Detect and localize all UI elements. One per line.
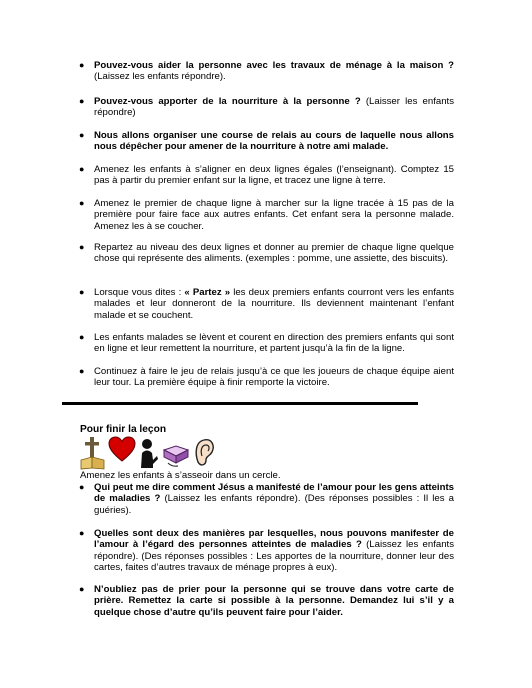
section-divider: [62, 402, 418, 405]
item-bold-text: Qui peut me dire comment Jésus a manifesté de l’amour pour les gens atteints de maladies ?: [94, 482, 454, 505]
list-item: [79, 584, 454, 618]
item-bold-text: Nous allons organiser une course de relais au cours de laquelle nous allons nous dépêcher pour amener de la nourriture à notre ami malade.: [94, 130, 454, 153]
section-intro: Amenez les enfants à s’asseoir dans un cercle.: [80, 470, 281, 481]
icon-strip: [80, 436, 220, 470]
list-item: [79, 482, 454, 516]
list-item: [79, 130, 454, 153]
item-text: (Laisser les enfants répondre): [94, 96, 454, 119]
item-text: Amenez le premier de chaque ligne à marcher sur la ligne tracée à 15 pas de la première pour faire face aux autres enfants. Cet enfant sera la personne malade. Amenez les à se coucher.: [94, 198, 454, 232]
hands-giving-icon: [162, 436, 192, 470]
item-bold-text: Pouvez-vous aider la personne avec les travaux de ménage à la maison ?: [94, 60, 454, 71]
bullet-icon: ●: [79, 528, 85, 538]
item-text: (Laissez les enfants répondre). (Des réponses possibles : Les apportes de la nourriture, donner leur des cartes, faites d’autres travaux de ménage propres à eux).: [94, 539, 454, 573]
list-item: [79, 96, 454, 119]
item-bold-text: N’oubliez pas de prier pour la personne qui se trouve dans votre carte de prière. Remettez la carte si possible à la personne. Demandez lui s’il y a quelque chose d’autre qu’ils peuvent faire pour l’aider.: [94, 584, 454, 618]
section-heading: Pour finir la leçon: [80, 424, 167, 435]
bullet-icon: ●: [79, 584, 85, 594]
list-item: [79, 287, 454, 321]
list-item: [79, 366, 454, 389]
item-text: Continuez à faire le jeu de relais jusqu’à ce que les joueurs de chaque équipe aient leur tour. La première équipe à finir remporte la victoire.: [94, 366, 454, 389]
list-item: [79, 198, 454, 232]
item-text: Lorsque vous dites :: [94, 287, 185, 298]
list-item: [79, 164, 454, 187]
bullet-icon: ●: [79, 198, 85, 208]
bullet-icon: ●: [79, 164, 85, 174]
item-bold-text: Pouvez-vous apporter de la nourriture à la personne ?: [94, 96, 361, 107]
bullet-icon: ●: [79, 96, 85, 106]
item-bold-text: « Partez »: [184, 287, 231, 298]
bullet-icon: ●: [79, 287, 85, 297]
ear-icon: [192, 436, 216, 470]
bible-cross-icon: [80, 436, 106, 470]
list-item: [79, 332, 454, 355]
item-text: Repartez au niveau des deux lignes et donner au premier de chaque ligne quelque chose qui représente des aliments. (exemples : pomme, une assiette, des biscuits).: [94, 242, 454, 265]
item-bold-text: Quelles sont deux des manières par lesquelles, nous pouvons manifester de l’amour à l’égard des personnes atteintes de maladies ?: [94, 528, 454, 551]
item-text: (Laissez les enfants répondre).: [94, 71, 226, 83]
item-text: Les enfants malades se lèvent et courent en direction des premiers enfants qui sont en ligne et leur remettent la nourriture, et partent jusqu’à la fin de la ligne.: [94, 332, 454, 355]
heart-icon: [108, 436, 136, 462]
bullet-icon: ●: [79, 60, 85, 70]
bullet-icon: ●: [79, 130, 85, 140]
bullet-icon: ●: [79, 482, 85, 492]
bullet-icon: ●: [79, 242, 85, 252]
list-item: [79, 528, 454, 573]
item-text: (Laissez les enfants répondre). (Des réponses possibles : Il les a guéries).: [94, 493, 455, 516]
bullet-icon: ●: [79, 332, 85, 342]
item-text: les deux premiers enfants courront vers les enfants malades et leur donneront de la nourriture. Ils deviennent maintenant l’enfant malade et se couchent.: [94, 287, 454, 321]
list-item: [79, 242, 454, 265]
praying-child-icon: [137, 436, 161, 470]
list-item: [79, 60, 454, 83]
bullet-icon: ●: [79, 366, 85, 376]
item-text: Amenez les enfants à s’aligner en deux lignes égales (l’enseignant). Comptez 15 pas à partir du premier enfant sur la ligne, et tracez une ligne à terre.: [94, 164, 454, 187]
